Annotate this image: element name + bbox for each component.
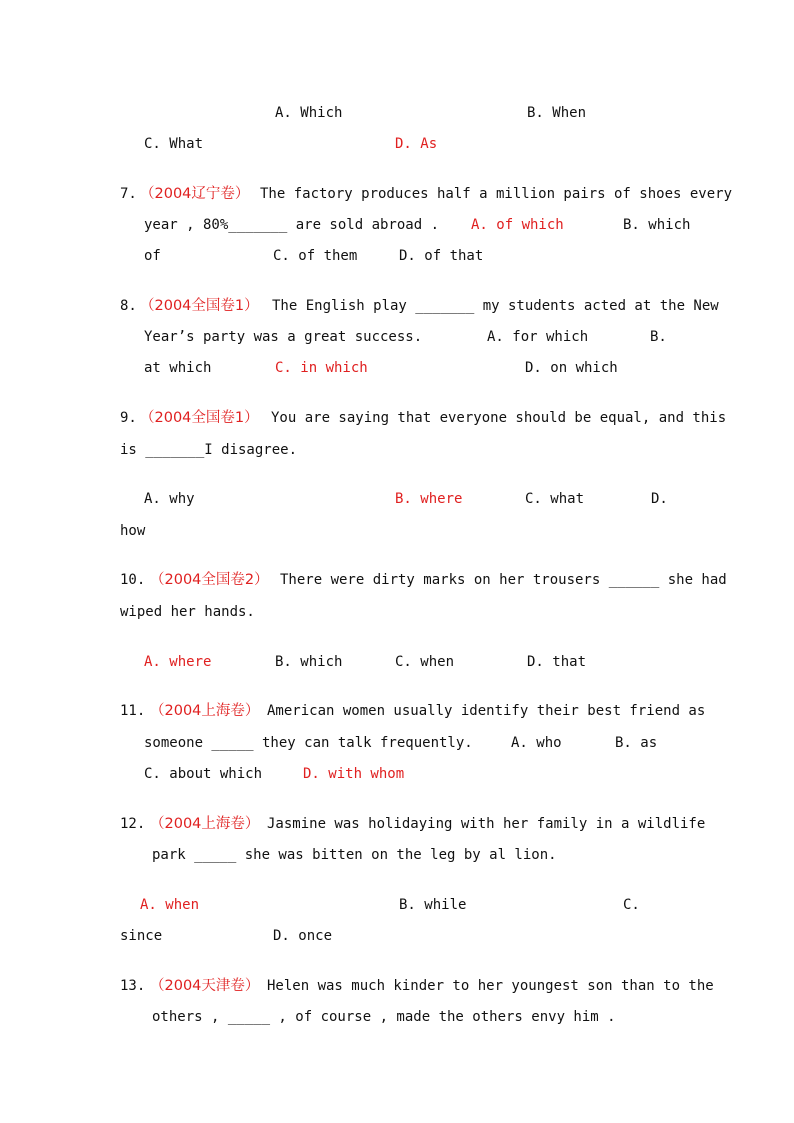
q7-option-b: B. which (623, 217, 691, 233)
q7-number: 7. (120, 186, 137, 202)
q11-number: 11. (120, 703, 146, 719)
q13-number: 13. (120, 978, 146, 994)
q8-stem-line1: The English play _______ my students acted at the New (272, 298, 719, 314)
q12-stem-line2: park _____ she was bitten on the leg by al lion. (152, 847, 557, 863)
q6-option-b: B. When (527, 105, 587, 121)
q10-stem-line1: There were dirty marks on her trousers ______ she had (280, 572, 727, 588)
q10-stem-line2: wiped her hands. (120, 604, 255, 620)
q7-option-d: D. of that (399, 248, 484, 264)
q8-option-a: A. for which (487, 329, 589, 345)
q9-option-d-cont: how (120, 523, 146, 539)
q12-source: （2004上海卷） (150, 816, 260, 832)
q10-source: （2004全国卷2） (150, 572, 269, 588)
q11-option-c: C. about which (144, 766, 263, 782)
q8-number: 8. (120, 298, 137, 314)
q11-stem-line1: American women usually identify their best friend as (267, 703, 706, 719)
q13-stem-line2: others , _____ , of course , made the others envy him . (152, 1009, 616, 1025)
q9-option-d: D. (651, 491, 668, 507)
q7-stem-line2: year , 80%_______ are sold abroad . (144, 217, 440, 233)
q9-stem-line1: You are saying that everyone should be equal, and this (271, 410, 727, 426)
q7-option-a-answer: A. of which (471, 217, 564, 233)
q10-option-d: D. that (527, 654, 587, 670)
q7-option-b-cont: of (144, 248, 161, 264)
q11-source: （2004上海卷） (150, 703, 260, 719)
q12-stem-line1: Jasmine was holidaying with her family in a wildlife (267, 816, 706, 832)
q8-option-d: D. on which (525, 360, 618, 376)
q9-option-b-answer: B. where (395, 491, 463, 507)
q8-source: （2004全国卷1） (140, 298, 259, 314)
q12-number: 12. (120, 816, 146, 832)
q8-stem-line2: Year’s party was a great success. (144, 329, 423, 345)
q10-option-a-answer: A. where (144, 654, 212, 670)
q8-option-b-cont: at which (144, 360, 212, 376)
q12-option-c: C. (623, 897, 640, 913)
q12-option-d: D. once (273, 928, 333, 944)
q8-option-c-answer: C. in which (275, 360, 368, 376)
q10-option-c: C. when (395, 654, 455, 670)
q12-option-b: B. while (399, 897, 467, 913)
q9-stem-line2: is _______I disagree. (120, 442, 298, 458)
q9-option-c: C. what (525, 491, 585, 507)
q10-option-b: B. which (275, 654, 343, 670)
q11-stem-line2: someone _____ they can talk frequently. (144, 735, 473, 751)
q9-option-a: A. why (144, 491, 195, 507)
q11-option-a: A. who (511, 735, 562, 751)
q6-option-c: C. What (144, 136, 204, 152)
q6-option-d-answer: D. As (395, 136, 438, 152)
q7-stem-line1: The factory produces half a million pairs of shoes every (260, 186, 733, 202)
q9-source: （2004全国卷1） (140, 410, 259, 426)
q10-number: 10. (120, 572, 146, 588)
q13-stem-line1: Helen was much kinder to her youngest son than to the (267, 978, 714, 994)
q12-option-a-answer: A. when (140, 897, 200, 913)
q12-option-c-cont: since (120, 928, 163, 944)
q11-option-d-answer: D. with whom (303, 766, 405, 782)
q11-option-b: B. as (615, 735, 658, 751)
q7-option-c: C. of them (273, 248, 358, 264)
q8-option-b: B. (650, 329, 667, 345)
q6-option-a: A. Which (275, 105, 343, 121)
q7-source: （2004辽宁卷） (140, 186, 250, 202)
q9-number: 9. (120, 410, 137, 426)
q13-source: （2004天津卷） (150, 978, 260, 994)
